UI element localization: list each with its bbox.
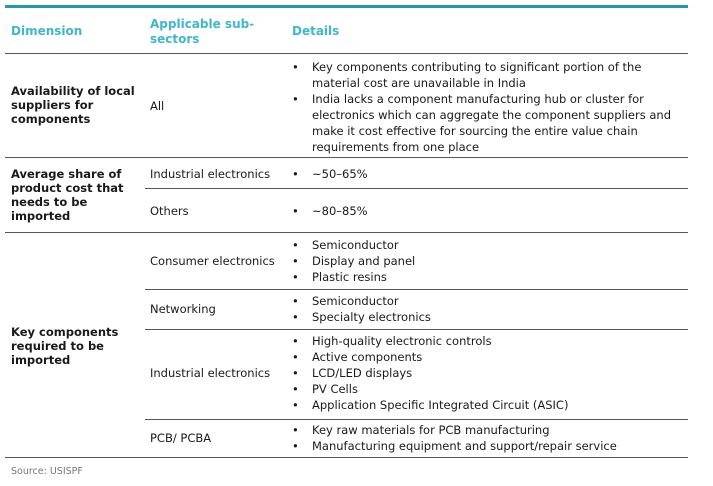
details-import-share-industrial [292,166,677,182]
detail-item: • Display and panel [292,253,677,269]
header-dimension: Dimension [11,24,83,38]
detail-item: • Key raw materials for PCB manufacturing [292,422,677,438]
detail-item: • India lacks a component manufacturing hub or cluster for electronics which can aggregate the component suppliers and make it cost effective for sourcing the entire value chain requirements from one place [292,91,677,155]
subsector-consumer-electronics: Consumer electronics [150,254,275,268]
subsector-pcb-pcba: PCB/ PCBA [150,431,212,445]
header-accent-bar [5,5,688,8]
detail-item: • PV Cells [292,381,677,397]
subsector-industrial-electronics: Industrial electronics [150,167,271,181]
details-local-suppliers [292,59,677,155]
details-pcb-pcba [292,422,677,454]
subrow-divider [145,188,688,189]
dimension-import-share: Average share of product cost that needs to be imported [11,167,124,223]
detail-item: • Active components [292,349,677,365]
details-consumer-electronics [292,237,677,285]
details-industrial-electronics [292,333,677,413]
subrow-divider [145,289,688,290]
subsector-others: Others [150,204,189,218]
detail-item: • High-quality electronic controls [292,333,677,349]
detail-item: • Application Specific Integrated Circuit (ASIC) [292,397,677,413]
details-networking [292,293,677,325]
detail-item: • Manufacturing equipment and support/repair service [292,438,677,454]
dimension-local-suppliers: Availability of local suppliers for components [11,84,135,126]
source-note: Source: USISPF [11,466,83,477]
subrow-divider [145,419,688,420]
detail-item: • Semiconductor [292,237,677,253]
subrow-divider [145,329,688,330]
subsector-networking: Networking [150,302,216,316]
header-details: Details [292,24,340,38]
detail-item: • Semiconductor [292,293,677,309]
detail-item: • Key components contributing to significant portion of the material cost are unavailable in India [292,59,677,91]
row-divider [5,157,688,158]
header-subsectors: Applicable sub-sectors [150,17,255,46]
detail-item: • Specialty electronics [292,309,677,325]
detail-item: • ~50–65% [292,166,677,182]
dimension-key-components: Key components required to be imported [11,325,119,367]
row-divider [5,232,688,233]
header-divider [5,53,688,54]
subsector-all: All [150,99,165,113]
detail-item: • Plastic resins [292,269,677,285]
detail-item: • LCD/LED displays [292,365,677,381]
detail-item: • ~80–85% [292,203,677,219]
table-bottom-border [5,457,688,458]
subsector-industrial-electronics: Industrial electronics [150,366,271,380]
details-import-share-others [292,203,677,219]
